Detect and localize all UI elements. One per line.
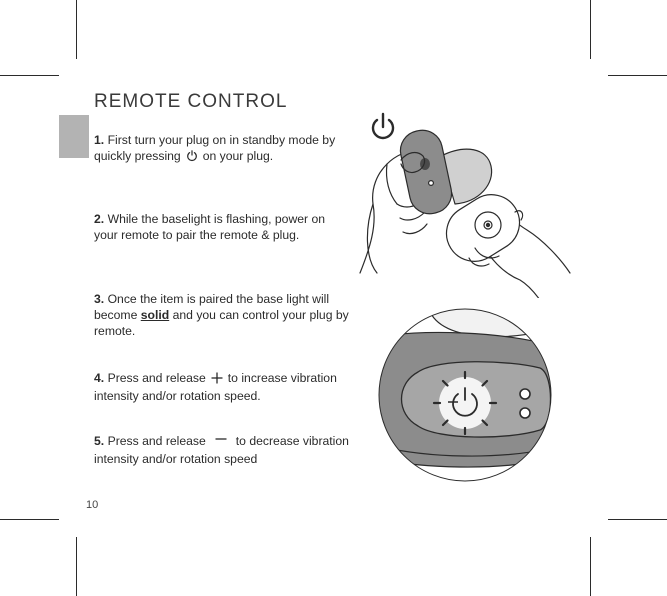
section-tab bbox=[59, 115, 89, 158]
crop-mark bbox=[608, 519, 667, 520]
step-text: Once the item is paired the base light will become bbox=[94, 292, 330, 322]
step-3 bbox=[94, 291, 349, 339]
page-number: 10 bbox=[86, 499, 99, 511]
step-text: Press and release bbox=[107, 371, 206, 385]
step-number: 3. bbox=[94, 292, 105, 306]
step-text: First turn your plug on in standby mode by quickly pressing bbox=[94, 133, 336, 163]
step-text: to decrease vibration intensity and/or rotation speed bbox=[94, 434, 349, 466]
hands-holding-plug-and-remote-illustration bbox=[355, 108, 575, 298]
power-icon bbox=[186, 150, 198, 166]
page-title: REMOTE CONTROL bbox=[94, 91, 288, 112]
step-number: 5. bbox=[94, 434, 105, 448]
step-number: 1. bbox=[94, 133, 105, 147]
step-text: on your plug. bbox=[202, 149, 274, 163]
crop-mark bbox=[0, 75, 59, 76]
step-text: and you can control your plug by remote. bbox=[94, 308, 349, 338]
plus-icon bbox=[211, 372, 223, 388]
emphasis-solid: solid bbox=[140, 308, 170, 322]
step-1 bbox=[94, 132, 349, 166]
crop-mark bbox=[0, 519, 59, 520]
step-text: Press and release bbox=[107, 434, 206, 448]
plug-base-light-closeup-illustration bbox=[378, 308, 552, 482]
crop-mark bbox=[590, 537, 591, 596]
step-4 bbox=[94, 370, 349, 404]
step-5 bbox=[94, 433, 349, 467]
step-number: 4. bbox=[94, 371, 105, 385]
step-2 bbox=[94, 211, 349, 243]
crop-mark bbox=[590, 0, 591, 59]
step-text: While the baselight is flashing, power on your remote to pair the remote & plug. bbox=[94, 212, 326, 242]
crop-mark bbox=[76, 537, 77, 596]
step-text: to increase vibration intensity and/or rotation speed. bbox=[94, 371, 337, 403]
crop-mark bbox=[608, 75, 667, 76]
crop-mark bbox=[76, 0, 77, 59]
minus-icon bbox=[215, 435, 227, 451]
step-number: 2. bbox=[94, 212, 105, 226]
